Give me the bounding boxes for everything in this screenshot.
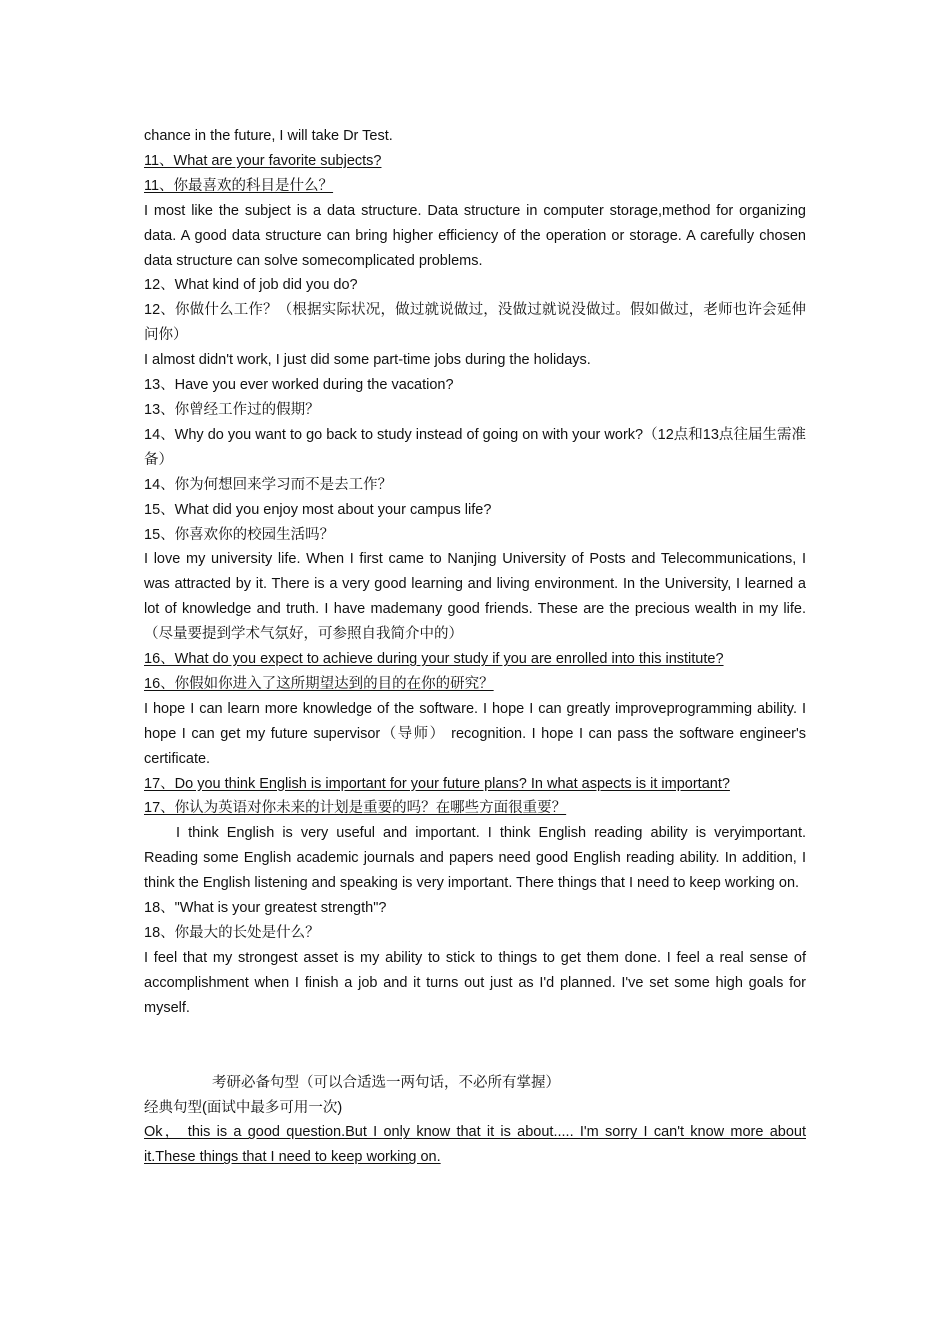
question-18-zh: 18、你最大的长处是什么？ — [144, 925, 320, 941]
answer-15: I love my university life. When I first came to Nanjing University of Posts and Telecommunications, I was attracted by it. There is a very good learning and living environment. In the University, I learned a lot of knowledge and truth. I have mademany good friends. These are the precious wealth in my life.（尽量要提到学术气氛好，可参照自我简介中的） — [144, 551, 806, 643]
question-13-en: 13、Have you ever worked during the vacation? — [144, 377, 454, 394]
classic-sentence: Ok， this is a good question.But I only know that it is about..... I'm sorry I can't know more about it.These things that I need to keep working on. — [144, 1124, 806, 1166]
answer-16: I hope I can learn more knowledge of the software. I hope I can greatly improveprogramming ability. I hope I can get my future supervisor（导师） recognition. I hope I can pass the software engineer's certificate. — [144, 700, 806, 767]
answer-11: I most like the subject is a data structure. Data structure in computer storage,method for organizing data. A good data structure can bring higher efficiency of the operation or storage. A carefully chosen data structure can solve somecomplicated problems. — [144, 202, 806, 269]
question-12-en: 12、What kind of job did you do? — [144, 277, 358, 294]
document-page — [144, 124, 806, 1170]
question-17-zh: 17、你认为英语对你未来的计划是重要的吗？在哪些方面很重要？ — [144, 800, 567, 817]
question-14-en: 14、Why do you want to go back to study instead of going on with your work?（12点和13点往届生需准备） — [144, 426, 806, 468]
question-18-en: 18、"What is your greatest strength"? — [144, 900, 387, 917]
answer-12: I almost didn't work, I just did some part-time jobs during the holidays. — [144, 352, 591, 369]
text-line: chance in the future, I will take Dr Test. — [144, 128, 393, 144]
question-11-zh: 11、你最喜欢的科目是什么？ — [144, 177, 334, 194]
question-16-zh: 16、你假如你进入了这所期望达到的目的在你的研究？ — [144, 675, 494, 692]
question-16-en: 16、What do you expect to achieve during your study if you are enrolled into this institute? — [144, 651, 724, 668]
question-13-zh: 13、你曾经工作过的假期？ — [144, 401, 320, 418]
classic-sentence-label: 经典句型(面试中最多可用一次) — [144, 1099, 343, 1116]
spacer — [144, 1021, 806, 1071]
answer-17: I think English is very useful and important. I think English reading ability is veryimportant. Reading some English academic journals and papers need good English reading ability. In addition, I think the English listening and speaking is very important. There things that I need to keep working on. — [144, 825, 806, 892]
question-14-zh: 14、你为何想回来学习而不是去工作？ — [144, 476, 393, 493]
question-17-en: 17、Do you think English is important for your future plans? In what aspects is it important? — [144, 775, 730, 792]
answer-18: I feel that my strongest asset is my ability to stick to things to get them done. I feel a real sense of accomplishment when I finish a job and it turns out just as I'd planned. I've set some high goals for myself. — [144, 949, 806, 1016]
question-11-en: 11、What are your favorite subjects? — [144, 152, 382, 169]
section-title: 考研必备句型（可以合适选一两句话，不必所有掌握） — [212, 1074, 560, 1091]
question-15-zh: 15、你喜欢你的校园生活吗？ — [144, 526, 335, 543]
question-12-zh: 12、你做什么工作？（根据实际状况，做过就说做过，没做过就说没做过。假如做过，老师也许会延伸问你） — [144, 302, 806, 344]
question-15-en: 15、What did you enjoy most about your campus life? — [144, 501, 492, 518]
